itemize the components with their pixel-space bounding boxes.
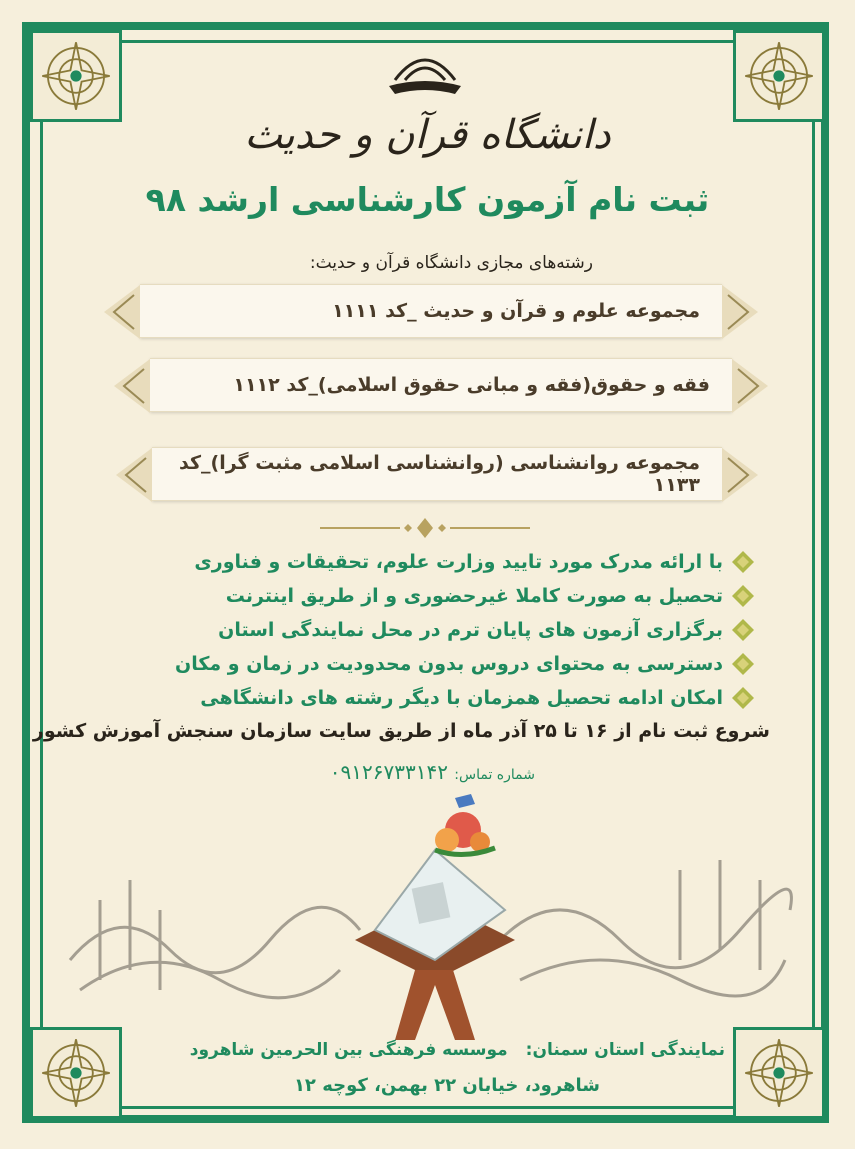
feature-text: تحصیل به صورت کاملا غیرحضوری و از طریق اینترنت bbox=[225, 585, 723, 607]
feature-text: امکان ادامه تحصیل همزمان با دیگر رشته های دانشگاهی bbox=[200, 687, 723, 709]
representative-line bbox=[190, 1040, 725, 1060]
diamond-bullet-icon bbox=[731, 686, 755, 710]
program-banner bbox=[152, 447, 722, 501]
page-title: ثبت نام آزمون کارشناسی ارشد ۹۸ bbox=[145, 180, 710, 219]
registration-info: شروع ثبت نام از ۱۶ تا ۲۵ آذر ماه از طریق سایت سازمان سنجش آموزش کشور bbox=[32, 720, 770, 742]
feature-text: دسترسی به محتوای دروس بدون محدودیت در زمان و مکان bbox=[175, 653, 723, 675]
representative-label: نمایندگی استان سمنان: bbox=[525, 1040, 725, 1060]
list-item bbox=[175, 579, 755, 613]
university-name: دانشگاه قرآن و حدیث bbox=[244, 112, 611, 158]
corner-ornament-icon bbox=[30, 1027, 122, 1119]
phone-number: ۰۹۱۲۶۷۳۳۱۴۲ bbox=[329, 760, 448, 784]
list-item bbox=[175, 681, 755, 715]
program-banner bbox=[150, 358, 732, 412]
quran-stand-image bbox=[335, 790, 530, 1045]
list-item bbox=[175, 613, 755, 647]
program-text: فقه و حقوق(فقه و مبانی حقوق اسلامی)_کد ۱۱۱۲ bbox=[233, 374, 710, 396]
diamond-bullet-icon bbox=[731, 584, 755, 608]
banner-ornament-icon bbox=[114, 359, 150, 413]
diamond-bullet-icon bbox=[731, 618, 755, 642]
phone-contact bbox=[330, 760, 535, 784]
corner-ornament-icon bbox=[733, 1027, 825, 1119]
corner-ornament-icon bbox=[30, 30, 122, 122]
ornamental-divider-icon bbox=[320, 516, 530, 540]
banner-ornament-icon bbox=[722, 448, 758, 502]
program-banner bbox=[140, 284, 722, 338]
banner-ornament-icon bbox=[116, 448, 152, 502]
feature-text: برگزاری آزمون های پایان ترم در محل نمایندگی استان bbox=[218, 619, 723, 641]
diamond-bullet-icon bbox=[731, 550, 755, 574]
feature-text: با ارائه مدرک مورد تایید وزارت علوم، تحقیقات و فناوری bbox=[194, 551, 723, 573]
corner-ornament-icon bbox=[733, 30, 825, 122]
university-logo-icon bbox=[385, 42, 465, 102]
list-item bbox=[175, 647, 755, 681]
subtitle: رشته‌های مجازی دانشگاه قرآن و حدیث: bbox=[309, 253, 593, 273]
phone-label: شماره تماس: bbox=[454, 767, 535, 783]
institute-name: موسسه فرهنگی بین الحرمین شاهرود bbox=[189, 1040, 508, 1060]
program-text: مجموعه علوم و قرآن و حدیث _کد ۱۱۱۱ bbox=[332, 300, 700, 322]
diamond-bullet-icon bbox=[731, 652, 755, 676]
program-text: مجموعه روانشناسی (روانشناسی اسلامی مثبت گرا)_کد ۱۱۳۳ bbox=[178, 452, 700, 496]
feature-list bbox=[175, 545, 755, 715]
banner-ornament-icon bbox=[104, 285, 140, 339]
address: شاهرود، خیابان ۲۲ بهمن، کوچه ۱۲ bbox=[293, 1075, 600, 1096]
banner-ornament-icon bbox=[722, 285, 758, 339]
list-item bbox=[175, 545, 755, 579]
banner-ornament-icon bbox=[732, 359, 768, 413]
